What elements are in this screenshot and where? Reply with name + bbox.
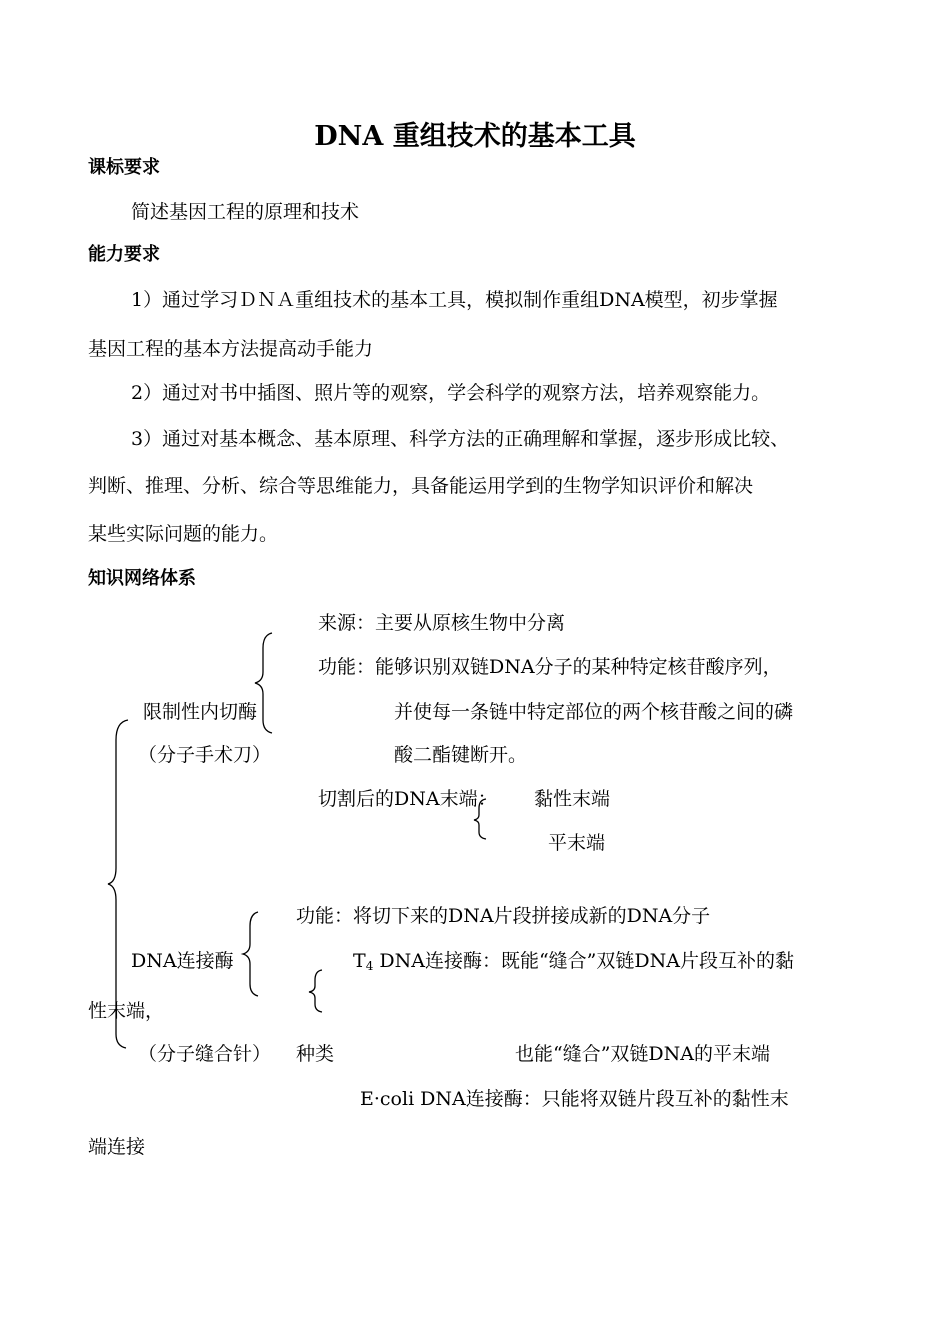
ligase-alias: （分子缝合针） — [138, 1043, 272, 1065]
curriculum-text: 简述基因工程的原理和技术 — [131, 201, 360, 223]
t4-ligase-line-2: 性末端， — [88, 1000, 165, 1022]
section-heading-curriculum: 课标要求 — [88, 157, 160, 178]
t4-ligase-line-3: 也能“缝合”双链DNA的平末端 — [515, 1043, 771, 1065]
restriction-function-line-1: 功能：能够识别双链DNA分子的某种特定核苷酸序列， — [318, 656, 782, 678]
restriction-function-line-3: 酸二酯键断开。 — [394, 744, 528, 766]
end-type-sticky: 黏性末端 — [534, 788, 611, 810]
ability-item-3-line-2: 判断、推理、分析、综合等思维能力，具备能运用学到的生物学知识评价和解决 — [88, 475, 754, 497]
section-heading-knowledge: 知识网络体系 — [88, 568, 196, 589]
ligase-name: DNA连接酶 — [131, 950, 234, 972]
ability-item-2: 2）通过对书中插图、照片等的观察，学会科学的观察方法，培养观察能力。 — [131, 382, 771, 404]
t4-subscript: 4 — [365, 959, 374, 973]
restriction-ends-label: 切割后的DNA末端： — [318, 788, 497, 810]
restriction-enzyme-alias: （分子手术刀） — [138, 744, 272, 766]
ability-item-3-line-3: 某些实际问题的能力。 — [88, 523, 279, 545]
end-type-blunt: 平末端 — [548, 832, 606, 854]
ability-item-1-line-2: 基因工程的基本方法提高动手能力 — [88, 338, 374, 360]
ecoli-ligase-line-2: 端连接 — [88, 1136, 146, 1158]
restriction-source: 来源：主要从原核生物中分离 — [318, 612, 566, 634]
t4-ligase-text: DNA连接酶：既能“缝合”双链DNA片段互补的黏 — [373, 950, 794, 972]
ecoli-ligase-line-1: E·coli DNA连接酶：只能将双链片段互补的黏性末 — [360, 1088, 789, 1110]
ability-item-1-line-1: 1）通过学习ＤＮＡ重组技术的基本工具，模拟制作重组DNA模型，初步掌握 — [131, 289, 778, 311]
ligase-types-label: 种类 — [296, 1043, 335, 1065]
ligase-function: 功能：将切下来的DNA片段拼接成新的DNA分子 — [296, 905, 711, 927]
section-heading-ability: 能力要求 — [88, 244, 160, 265]
page-title: DNA 重组技术的基本工具 — [314, 121, 636, 152]
ability-item-3-line-1: 3）通过对基本概念、基本原理、科学方法的正确理解和掌握，逐步形成比较、 — [131, 428, 790, 450]
restriction-enzyme-name: 限制性内切酶 — [143, 701, 258, 723]
t4-prefix: T — [353, 950, 366, 972]
restriction-function-line-2: 并使每一条链中特定部位的两个核苷酸之间的磷 — [394, 701, 794, 723]
